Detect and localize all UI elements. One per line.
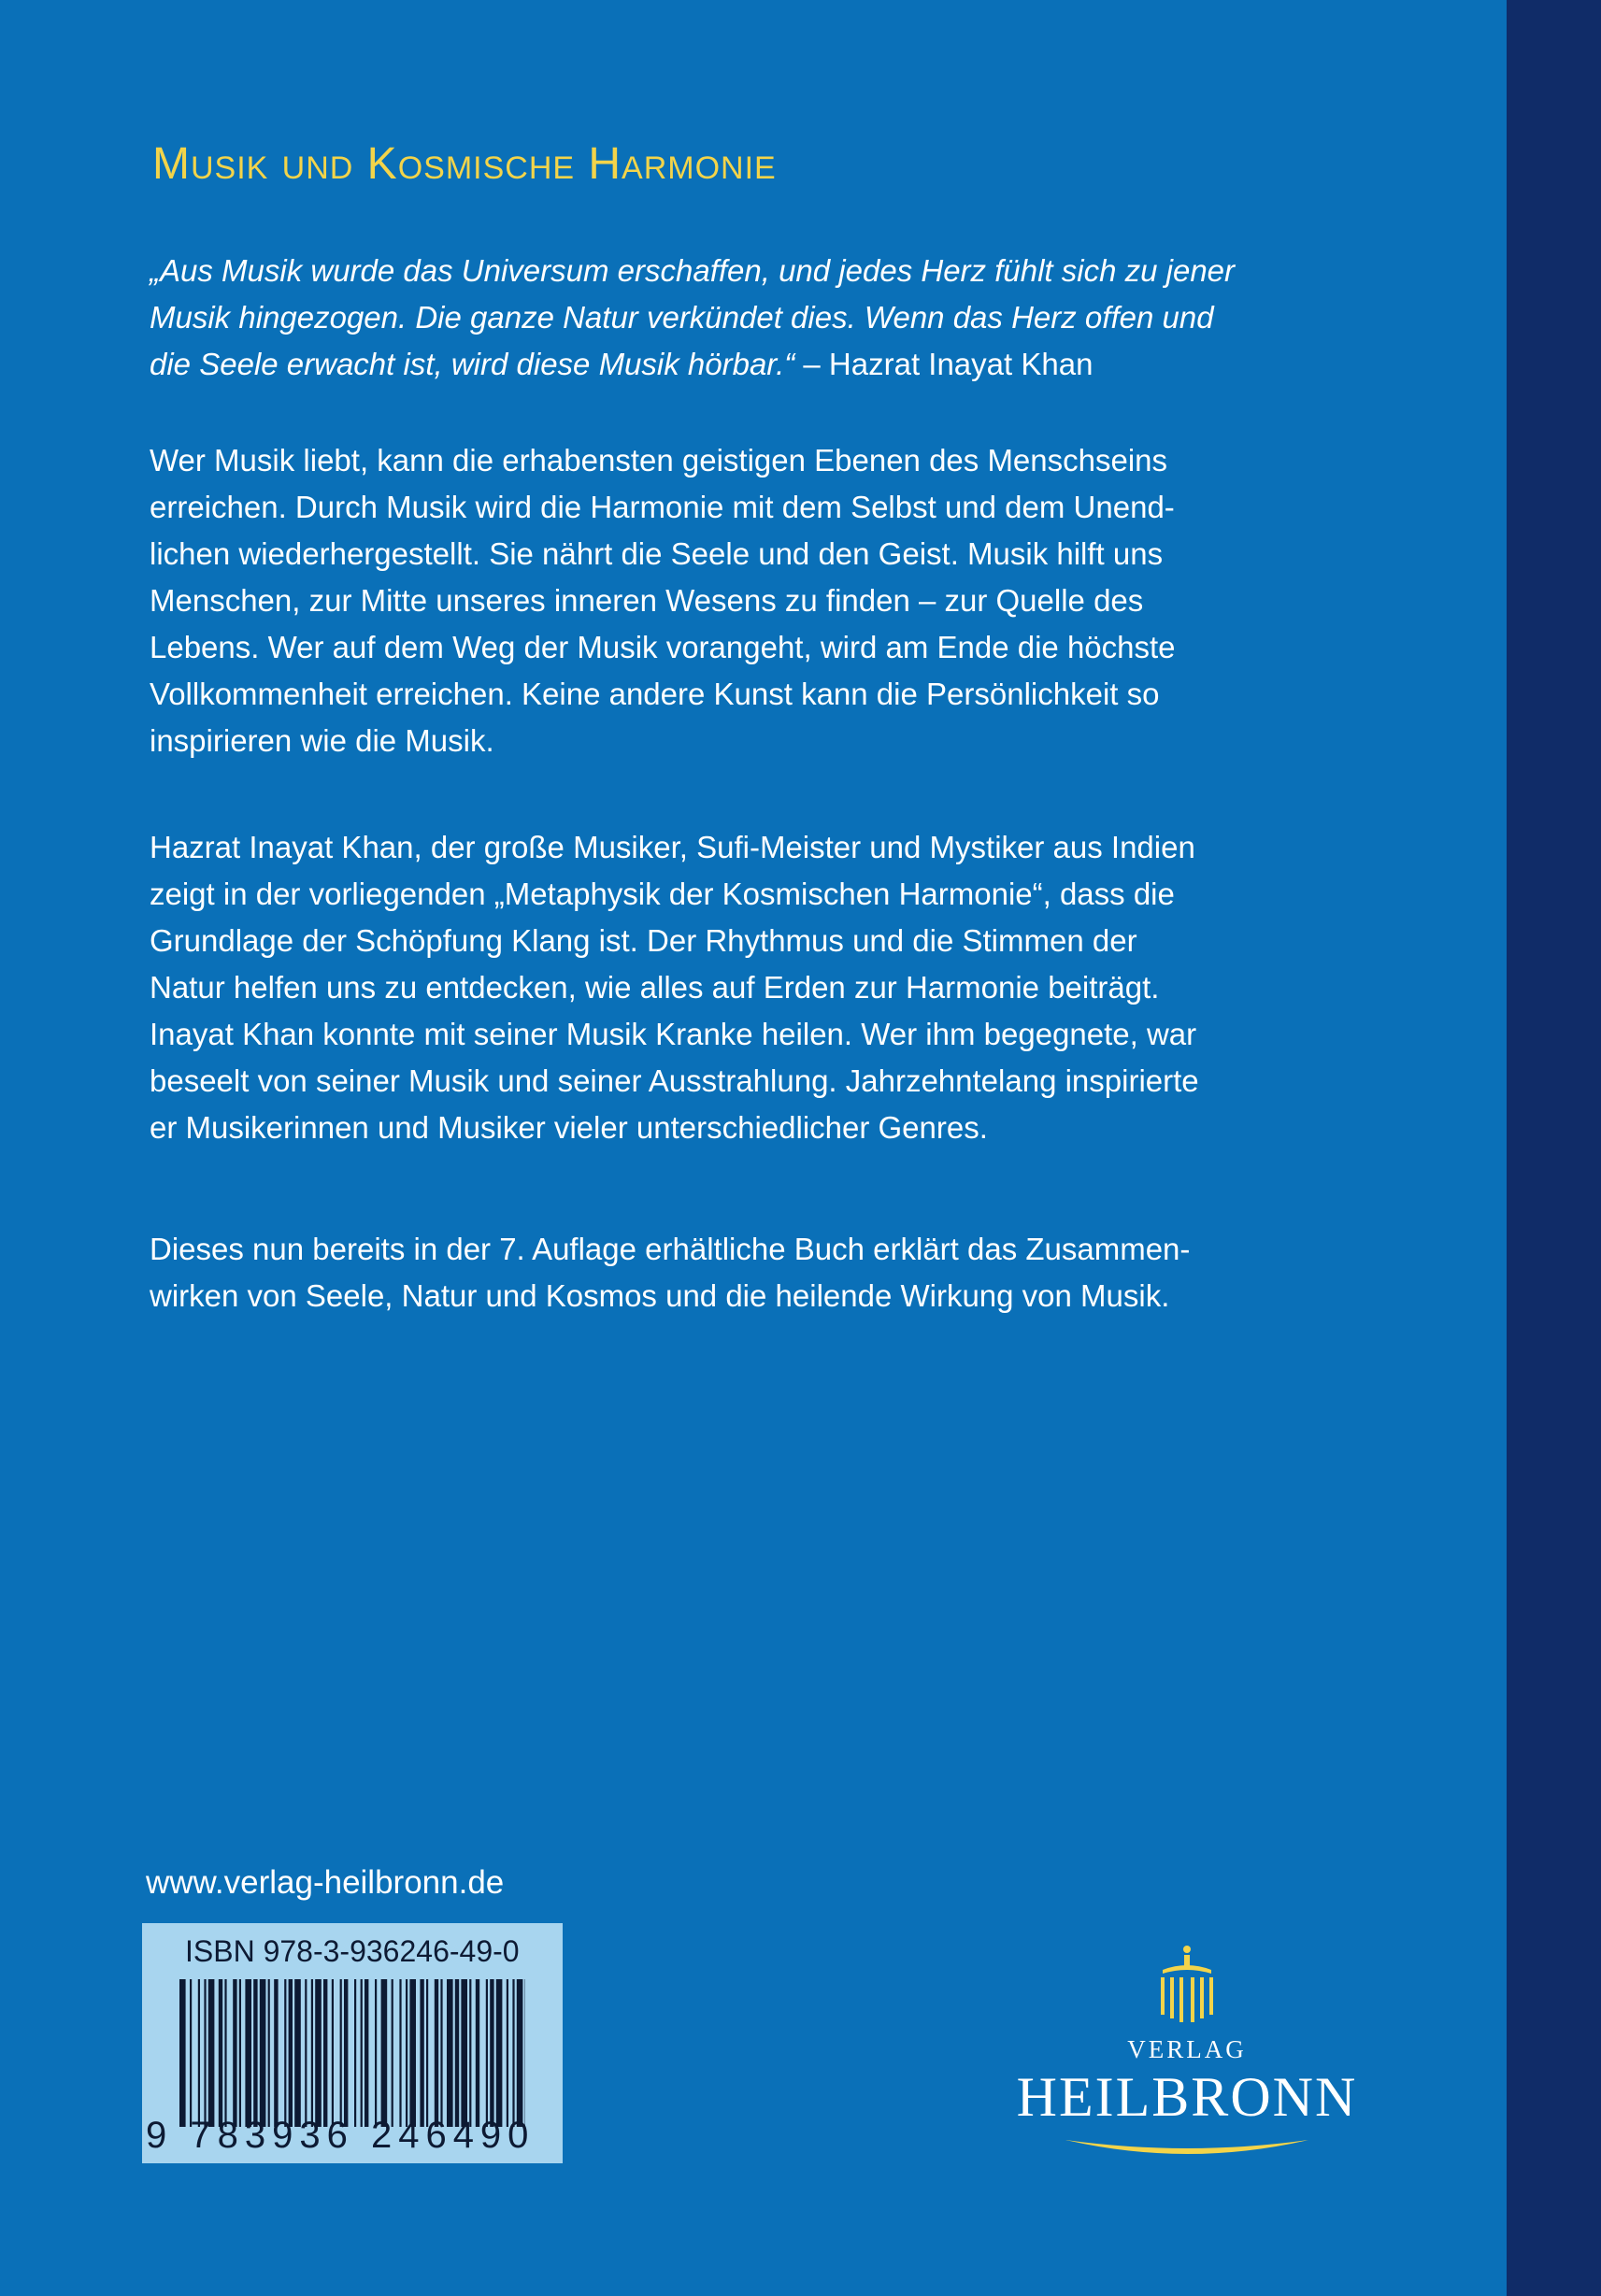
paragraph-line: er Musikerinnen und Musiker vieler unterschiedlicher Genres.	[150, 1110, 988, 1145]
paragraph-line: Vollkommenheit erreichen. Keine andere Kunst kann die Persönlichkeit so	[150, 677, 1160, 711]
barcode-bar	[455, 1979, 459, 2127]
barcode-bar	[289, 1979, 293, 2127]
barcode-bar	[469, 1979, 471, 2127]
paragraph-line: Hazrat Inayat Khan, der große Musiker, Sufi-Meister und Mystiker aus Indien	[150, 830, 1195, 864]
barcode-bar	[239, 1979, 241, 2127]
barcode-bar	[420, 1979, 423, 2127]
barcode-bar	[507, 1979, 508, 2127]
paragraph-line: Dieses nun bereits in der 7. Auflage erhältliche Buch erklärt das Zusammen-	[150, 1232, 1191, 1266]
barcode-bar	[260, 1979, 266, 2127]
barcode-bar	[381, 1979, 388, 2127]
barcode-bar	[274, 1979, 278, 2127]
barcode-bar	[268, 1979, 270, 2127]
barcode-bar	[517, 1979, 523, 2127]
barcode-bar	[375, 1979, 377, 2127]
book-spine	[1507, 0, 1601, 2296]
barcode-bar	[426, 1979, 428, 2127]
barcode-bar	[190, 1979, 192, 2127]
barcode-bar	[340, 1979, 342, 2127]
barcode-bar	[512, 1979, 514, 2127]
barcode-bar	[245, 1979, 251, 2127]
barcode-bar	[332, 1979, 334, 2127]
paragraph-line: beseelt von seiner Musik und seiner Ausstrahlung. Jahrzehntelang inspirierte	[150, 1063, 1199, 1098]
paragraph-line: zeigt in der vorliegenden „Metaphysik der Kosmischen Harmonie“, dass die	[150, 877, 1175, 911]
barcode-bar	[305, 1979, 307, 2127]
paragraph-line: inspirieren wie die Musik.	[150, 723, 494, 758]
barcode-bar	[179, 1979, 186, 2127]
book-title: Musik und Kosmische Harmonie	[152, 139, 777, 189]
barcode-bar	[365, 1979, 368, 2127]
barcode	[179, 1979, 525, 2127]
barcode-bar	[476, 1979, 479, 2127]
quote-attribution: – Hazrat Inayat Khan	[794, 347, 1094, 381]
quote-line: „Aus Musik wurde das Universum erschaffen, und jedes Herz fühlt sich zu jener	[150, 253, 1236, 288]
paragraph-line: Wer Musik liebt, kann die erhabensten geistigen Ebenen des Menschseins	[150, 443, 1168, 478]
barcode-bar	[461, 1979, 467, 2127]
ean-number: 9 783936 246490	[146, 2115, 536, 2156]
barcode-bar	[496, 1979, 503, 2127]
barcode-bar	[406, 1979, 407, 2127]
barcode-bar	[490, 1979, 493, 2127]
barcode-bar	[253, 1979, 257, 2127]
isbn-text: ISBN 978-3-936246-49-0	[185, 1934, 520, 1968]
barcode-bar	[315, 1979, 322, 2127]
barcode-bar	[361, 1979, 363, 2127]
quote-block	[150, 248, 1383, 388]
barcode-bar	[224, 1979, 226, 2127]
barcode-bar	[198, 1979, 200, 2127]
barcode-bar	[208, 1979, 215, 2127]
barcode-bar	[435, 1979, 438, 2127]
quote-line: die Seele erwacht ist, wird diese Musik hörbar.“	[150, 347, 795, 381]
paragraph-line: Menschen, zur Mitte unseres inneren Wesens zu finden – zur Quelle des	[150, 583, 1144, 618]
barcode-bar	[311, 1979, 313, 2127]
publisher-logo	[1000, 1944, 1374, 2177]
barcode-bar	[323, 1979, 327, 2127]
paragraph-line: Natur helfen uns zu entdecken, wie alles auf Erden zur Harmonie beiträgt.	[150, 970, 1160, 1005]
paragraph-line: Grundlage der Schöpfung Klang ist. Der Rhythmus und die Stimmen der	[150, 923, 1137, 958]
paragraph-line: lichen wiederhergestellt. Sie nährt die Seele und den Geist. Musik hilft uns	[150, 536, 1164, 571]
publisher-verlag-label: VERLAG	[1127, 2035, 1247, 2063]
barcode-bar	[219, 1979, 222, 2127]
barcode-bar	[447, 1979, 453, 2127]
barcode-bar	[294, 1979, 301, 2127]
quote-line: Musik hingezogen. Die ganze Natur verkündet dies. Wenn das Herz offen und	[150, 300, 1214, 335]
barcode-bar	[399, 1979, 401, 2127]
paragraph-author	[150, 824, 1383, 1151]
publisher-name: HEILBRONN	[1016, 2066, 1358, 2128]
paragraph-intro	[150, 437, 1383, 764]
barcode-bar	[409, 1979, 416, 2127]
barcode-bar	[284, 1979, 286, 2127]
publisher-website: www.verlag-heilbronn.de	[146, 1864, 505, 1901]
barcode-bar	[233, 1979, 236, 2127]
paragraph-line: Inayat Khan konnte mit seiner Musik Kranke heilen. Wer ihm begegnete, war	[150, 1017, 1197, 1051]
barcode-bar	[344, 1979, 348, 2127]
barcode-box	[142, 1923, 563, 2163]
paragraph-line: Lebens. Wer auf dem Weg der Musik vorangeht, wird am Ende die höchste	[150, 630, 1176, 664]
barcode-bar	[486, 1979, 488, 2127]
paragraph-edition	[150, 1226, 1383, 1319]
barcode-bar	[440, 1979, 442, 2127]
barcode-bar	[354, 1979, 356, 2127]
barcode-bar	[204, 1979, 206, 2127]
swoosh-decoration	[1056, 2136, 1318, 2164]
publisher-emblem-icon	[1150, 1944, 1224, 2030]
paragraph-line: erreichen. Durch Musik wird die Harmonie mit dem Selbst und dem Unend-	[150, 490, 1175, 524]
paragraph-line: wirken von Seele, Natur und Kosmos und die heilende Wirkung von Musik.	[150, 1278, 1170, 1313]
barcode-bar	[392, 1979, 393, 2127]
